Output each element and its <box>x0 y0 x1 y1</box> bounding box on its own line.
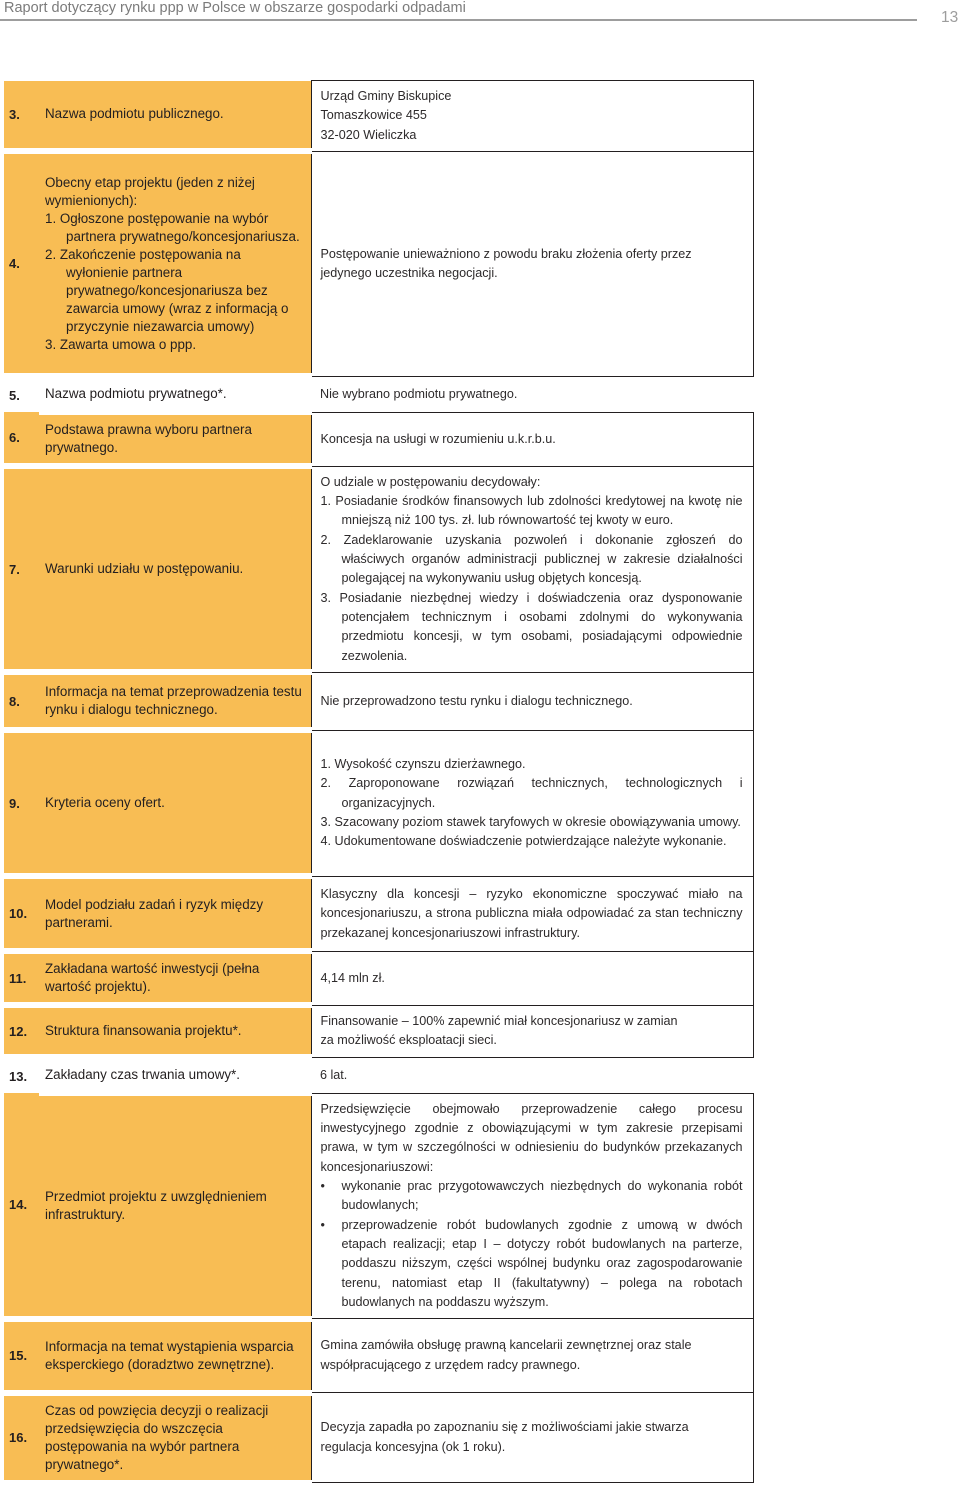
table-row <box>4 81 753 152</box>
list-item: • przeprowadzenie robót budowlanych zgodnie z umową w dwóch etapach realizacji; etap I – dotyczy robót budowlanych na parterze, poddaszu niższym, części wspólnej budynku oraz zagospodarowanie terenu, natomiast etap II (fakultatywny) – polega na robotach budowlanych na poddaszu wyższym. <box>321 1216 743 1312</box>
row-label: Nazwa podmiotu publicznego. <box>39 81 311 152</box>
row-number: 10. <box>4 876 39 951</box>
row-value: Nie wybrano podmiotu prywatnego. <box>320 386 518 401</box>
conditions-list <box>321 492 743 666</box>
list-item: 1. Wysokość czynszu dzierżawnego. <box>320 757 526 772</box>
project-stage-list <box>45 210 307 354</box>
row-value <box>311 1093 753 1318</box>
value-intro: O udziale w postępowaniu decydowały: <box>320 474 541 489</box>
value-line: za możliwość eksploatacji sieci. <box>320 1033 497 1048</box>
table-row <box>4 1319 753 1393</box>
row-label: Przedmiot projektu z uwzględnieniem infrastruktury. <box>39 1093 311 1318</box>
table-row <box>4 466 753 672</box>
row-number: 16. <box>4 1393 39 1483</box>
table-row <box>4 672 753 730</box>
list-item: 4. Udokumentowane doświadczenie potwierdzające należyte wykonanie. <box>320 834 727 849</box>
table-row <box>4 151 753 376</box>
row-value <box>311 1005 753 1057</box>
list-item: 2. Zakończenie postępowania na wyłonienie partnera prywatnego/koncesjonariusza bez zawarcia umowy (wraz z informacją o przyczynie niezawarcia umowy) <box>45 246 289 334</box>
row-label: Nazwa podmiotu prywatnego*. <box>39 376 311 412</box>
list-item: 2. Zadeklarowanie uzyskania pozwoleń i dokonanie zgłoszeń do właściwych organów administracji publicznej w zakresie działalności polegającej na wykonywaniu usług objętych koncesją. <box>320 532 743 586</box>
row-number: 3. <box>4 81 39 152</box>
value-line: 32-020 Wieliczka <box>320 127 417 142</box>
list-item: 3. Zawarta umowa o ppp. <box>45 336 197 352</box>
value-intro: Przedsięwzięcie obejmowało przeprowadzenie całego procesu inwestycyjnego zgodnie z obowiązującymi w tym zakresie przepisami prawa, w tym w szczególności w odniesieniu do budynków przekazanych koncesjonariuszowi: <box>320 1101 743 1174</box>
row-label: Czas od powzięcia decyzji o realizacji przedsięwzięcia do wszczęcia postępowania na wybór partnera prywatnego*. <box>39 1393 311 1483</box>
row-label: Podstawa prawna wyboru partnera prywatnego. <box>39 412 311 466</box>
table-row <box>4 1057 753 1093</box>
table-row <box>4 876 753 951</box>
row-label: Model podziału zadań i ryzyk między partnerami. <box>39 876 311 951</box>
table-row <box>4 1005 753 1057</box>
row-label: Kryteria oceny ofert. <box>39 730 311 876</box>
row-value: 6 lat. <box>320 1067 348 1082</box>
scope-bullet-list <box>321 1177 743 1312</box>
row-value <box>311 81 753 152</box>
row-value: Koncesja na usługi w rozumieniu u.k.r.b.u. <box>311 412 753 466</box>
row-label: Zakładany czas trwania umowy*. <box>39 1057 311 1093</box>
row-label: Struktura finansowania projektu*. <box>39 1005 311 1057</box>
row-number: 15. <box>4 1319 39 1393</box>
project-info-table <box>4 80 754 1486</box>
list-item: 2. Zaproponowane rozwiązań technicznych, technologicznych i organizacyjnych. <box>320 776 743 810</box>
row-label: Informacja na temat przeprowadzenia testu rynku i dialogu technicznego. <box>39 672 311 730</box>
value-line: Finansowanie – 100% zapewnić miał koncesjonariusz w zamian <box>320 1014 678 1029</box>
list-item: • wykonanie prac przygotowawczych niezbędnych do wykonania robót budowlanych; <box>321 1177 743 1216</box>
value-line: Urząd Gminy Biskupice <box>320 89 452 103</box>
criteria-list <box>321 755 743 851</box>
row-value: Postępowanie unieważniono z powodu braku złożenia oferty przez jedynego uczestnika negocjacji. <box>311 151 753 376</box>
table-row <box>4 1093 753 1318</box>
table-row <box>4 1393 753 1483</box>
row-number: 7. <box>4 466 39 672</box>
row-number: 4. <box>4 151 39 376</box>
table-row <box>4 376 753 412</box>
list-item: 3. Szacowany poziom stawek taryfowych w okresie obowiązywania umowy. <box>320 815 741 829</box>
page-number: 13 <box>941 9 959 26</box>
row-label: Warunki udziału w postępowaniu. <box>39 466 311 672</box>
table-row <box>4 730 753 876</box>
list-item: 3. Posiadanie niezbędnej wiedzy i doświadczenia oraz dysponowanie potencjałem technicznym i osobami zdolnymi do wykonywania przedmiotu koncesji, w tym osobami, posiadającymi odpowiednie zezwolenia. <box>320 590 743 663</box>
row-label: Informacja na temat wystąpienia wsparcia eksperckiego (doradztwo zewnętrzne). <box>39 1319 311 1393</box>
list-item: 1. Ogłoszone postępowanie na wybór partnera prywatnego/koncesjonariusza. <box>45 210 300 244</box>
row-number: 13. <box>9 1069 28 1085</box>
value-line: Tomaszkowice 455 <box>320 108 427 123</box>
row-value: 4,14 mln zł. <box>311 951 753 1005</box>
row-number: 8. <box>4 672 39 730</box>
report-title: Raport dotyczący rynku ppp w Polsce w obszarze gospodarki odpadami <box>4 0 466 16</box>
label-intro: Obecny etap projektu (jeden z niżej wymienionych): <box>45 174 255 208</box>
row-number: 11. <box>4 951 39 1005</box>
row-number: 12. <box>4 1005 39 1057</box>
page-header <box>0 0 960 32</box>
list-item: 1. Posiadanie środków finansowych lub zdolności kredytowej na kwotę nie mniejszą niż 100 tys. zł. lub równowartość tej kwoty w euro. <box>320 494 743 528</box>
row-value: Gmina zamówiła obsługę prawną kancelarii zewnętrznej oraz stale współpracującego z urzędem radcy prawnego. <box>311 1319 753 1393</box>
row-value: Nie przeprowadzono testu rynku i dialogu technicznego. <box>311 672 753 730</box>
row-value: Klasyczny dla koncesji – ryzyko ekonomiczne spoczywać miało na koncesjonariuszu, a strona publiczna miała odpowiadać za stan techniczny przekazanej koncesjonariuszowi infrastruktury. <box>311 876 753 951</box>
row-number: 14. <box>4 1093 39 1318</box>
row-number: 6. <box>4 412 39 466</box>
row-value: Decyzja zapadła po zapoznaniu się z możliwościami jakie stwarza regulacja koncesyjna (ok 1 roku). <box>311 1393 753 1483</box>
row-label <box>39 151 311 376</box>
row-number: 5. <box>9 388 20 404</box>
row-value <box>311 466 753 672</box>
row-number: 9. <box>4 730 39 876</box>
header-divider <box>0 19 917 21</box>
table-row <box>4 412 753 466</box>
table-row <box>4 951 753 1005</box>
row-label: Zakładana wartość inwestycji (pełna wartość projektu). <box>39 951 311 1005</box>
row-value <box>311 730 753 876</box>
